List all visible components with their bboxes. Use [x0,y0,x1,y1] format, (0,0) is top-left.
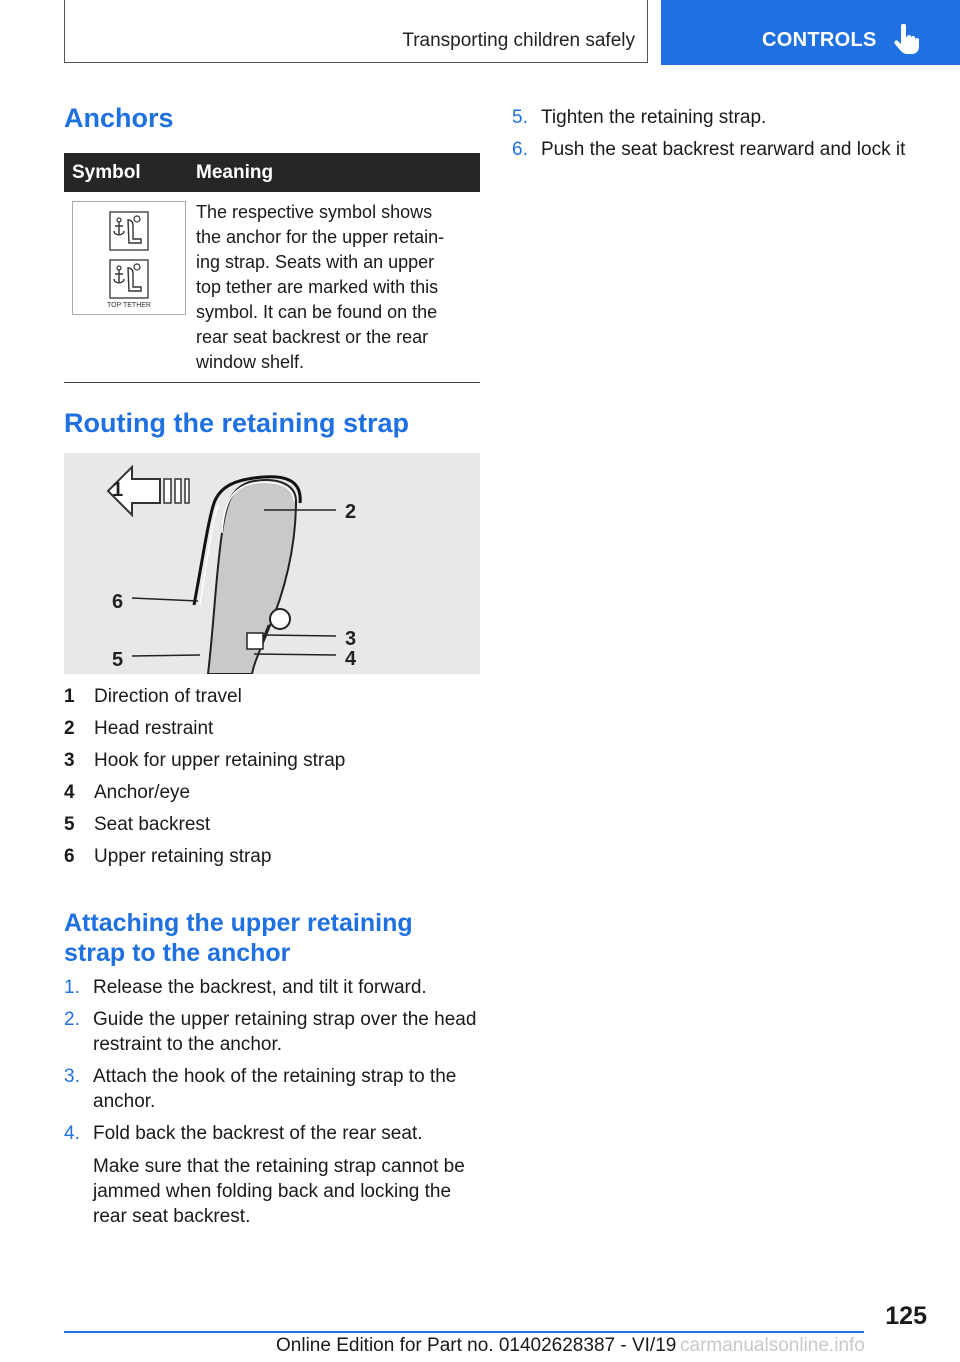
step-text: Tighten the retaining strap. [541,107,767,128]
meaning-line: window shelf. [196,352,305,372]
col-symbol-header: Symbol [72,162,141,183]
legend-text: Seat backrest [94,814,211,835]
callout-2: 2 [345,501,357,523]
attaching-heading-line: Attaching the upper retaining [64,909,413,937]
anchor-symbol-image [72,201,186,315]
chapter-label: CONTROLS [762,29,877,51]
legend-text: Anchor/eye [94,782,191,803]
step-number: 5. [512,107,528,128]
legend-text: Head restraint [94,718,214,739]
step-number: 2. [64,1009,80,1030]
step-text: jammed when folding back and locking the [93,1181,452,1202]
step-text: Push the seat backrest rearward and lock it [541,139,906,160]
legend-number: 2 [64,718,75,739]
callout-6: 6 [112,591,124,613]
section-title: Transporting children safely [402,30,635,51]
meaning-line: rear seat backrest or the rear [196,327,429,347]
legend-number: 5 [64,814,75,835]
step-text: Fold back the backrest of the rear seat. [93,1123,423,1144]
step-number: 6. [512,139,528,160]
legend-text: Direction of travel [94,686,242,707]
step-text: anchor. [93,1091,156,1112]
meaning-line: symbol. It can be found on the [196,302,438,322]
meaning-line: ing strap. Seats with an upper [196,252,435,272]
meaning-line: The respective symbol shows [196,202,433,222]
pointing-hand-icon [894,24,920,54]
legend-number: 3 [64,750,75,771]
retaining-strap-diagram [64,453,480,674]
step-text: Release the backrest, and tilt it forward. [93,977,427,998]
chapter-tab[interactable] [661,0,960,65]
step-number: 3. [64,1066,80,1087]
anchor-seat-icon [110,212,148,250]
page-number: 125 [885,1302,927,1330]
routing-heading: Routing the retaining strap [64,408,410,438]
meaning-line: top tether are marked with this [196,277,439,297]
step-text: Guide the upper retaining strap over the head [93,1009,477,1030]
footer-edition [276,1335,865,1357]
callout-3: 3 [345,628,357,650]
step-number: 4. [64,1123,80,1144]
step-text: restraint to the anchor. [93,1034,283,1055]
table-header [64,153,480,192]
top-tether-label: TOP TETHER [107,302,151,309]
legend-number: 4 [64,782,75,803]
legend-number: 6 [64,846,75,867]
anchor-seat-icon [110,260,148,298]
callout-5: 5 [112,649,124,671]
edition-text: Online Edition for Part no. 01402628387 - VI/19 [276,1335,677,1356]
callout-1: 1 [112,479,124,501]
legend-number: 1 [64,686,75,707]
meaning-text [196,200,471,375]
legend-text: Hook for upper retaining strap [94,750,346,771]
attaching-heading [64,908,480,968]
attaching-heading-line: strap to the anchor [64,939,291,967]
table-divider [64,382,480,383]
legend-text: Upper retaining strap [94,846,272,867]
footer-divider [64,1331,864,1333]
step-text: Make sure that the retaining strap cannot be [93,1156,465,1177]
watermark-text: carmanualsonline.info [680,1335,865,1356]
col-meaning-header: Meaning [196,162,274,183]
header-section-box [64,0,648,63]
anchors-heading: Anchors [64,103,174,133]
callout-4: 4 [345,648,357,670]
step-text: Attach the hook of the retaining strap to the [93,1066,457,1087]
step-text: rear seat backrest. [93,1206,251,1227]
meaning-line: the anchor for the upper retain- [196,227,445,247]
step-number: 1. [64,977,80,998]
